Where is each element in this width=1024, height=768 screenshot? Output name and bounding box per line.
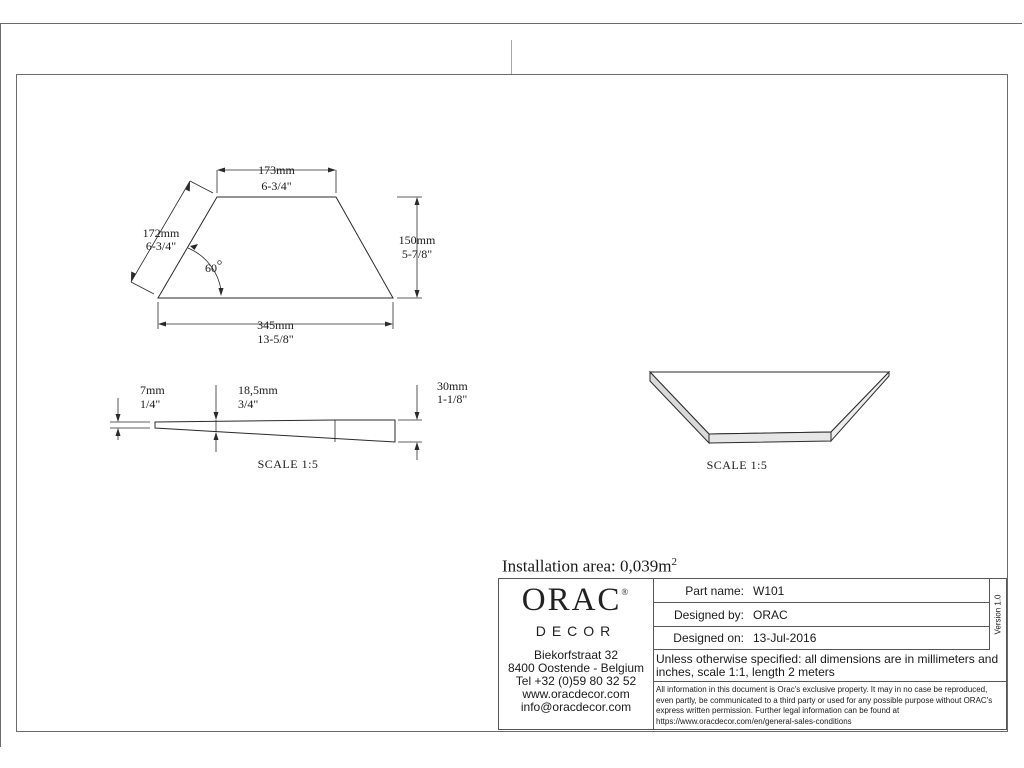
logo-main-text: ORAC [521,582,622,618]
height-mm: 150mm [398,233,436,247]
version-text: Version 1.0 [994,594,1003,635]
side-length-in: 6-3/4" [145,239,177,253]
top-width-in: 6-3/4" [261,179,292,193]
scale-right: SCALE 1:5 [706,458,768,472]
part-name-value: W101 [753,584,785,598]
side-length-mm: 172mm [142,226,180,240]
designed-by-value: ORAC [753,608,788,622]
company-address [499,649,653,714]
dimension-note: Unless otherwise specified: all dimensions are in millimeters and inches, scale 1:1, length 2 meters [653,651,1006,682]
bottom-width-mm: 345mm [257,318,294,332]
mid-thickness-in: 3/4" [238,397,259,411]
iso-front-face [709,432,831,443]
max-thickness-in: 1-1/8" [437,392,468,406]
address-web: www.oracdecor.com [522,687,630,701]
drawing-info-panel [653,579,1006,729]
address-city: 8400 Oostende - Belgium [507,661,645,675]
version-cell [989,579,1007,650]
part-name-row [653,581,989,603]
angle-value: 60 [205,261,217,275]
installation-area [502,556,677,577]
degree-symbol [218,261,222,265]
designed-by-row [653,605,989,627]
title-block [498,578,1007,730]
installation-area-exponent: 2 [671,556,677,568]
legal-note: All information in this document is Orac's exclusive property. It may in no case be reproduced, even partly, be communicated to a third party or used for any possible purpose without ORAC's express written permission. Further legal information can be found at https://www.oracdecor.com/en/general-sales-conditions [656,685,993,726]
max-thickness-mm: 30mm [437,379,468,393]
designed-on-value: 13-Jul-2016 [753,631,817,645]
installation-area-label: Installation area: 0,039m [502,556,672,576]
side-view [110,379,468,471]
orac-decor-logo [499,583,653,643]
isometric-view [650,372,889,472]
bottom-width-in: 13-5/8" [257,332,294,346]
address-street: Biekorfstraat 32 [533,648,619,662]
designed-on-row [653,628,989,650]
address-email: info@oracdecor.com [520,700,632,714]
scale-left: SCALE 1:5 [257,457,319,471]
height-in: 5-7/8" [401,247,433,261]
mid-thickness-mm: 18,5mm [238,383,278,397]
part-name-label: Part name: [685,584,744,598]
designed-by-label: Designed by: [673,608,744,622]
iso-top-face [650,372,889,434]
address-tel: Tel +32 (0)59 80 32 52 [515,674,637,688]
edge-thickness-mm: 7mm [140,383,165,397]
company-panel [499,579,654,729]
logo-sub-text: DECOR [535,623,617,639]
front-view [131,163,436,346]
top-width-mm: 173mm [258,163,295,177]
designed-on-label: Designed on: [673,631,744,645]
edge-thickness-in: 1/4" [140,397,161,411]
registered-mark: ® [621,587,631,597]
thickness-profile [155,420,395,442]
